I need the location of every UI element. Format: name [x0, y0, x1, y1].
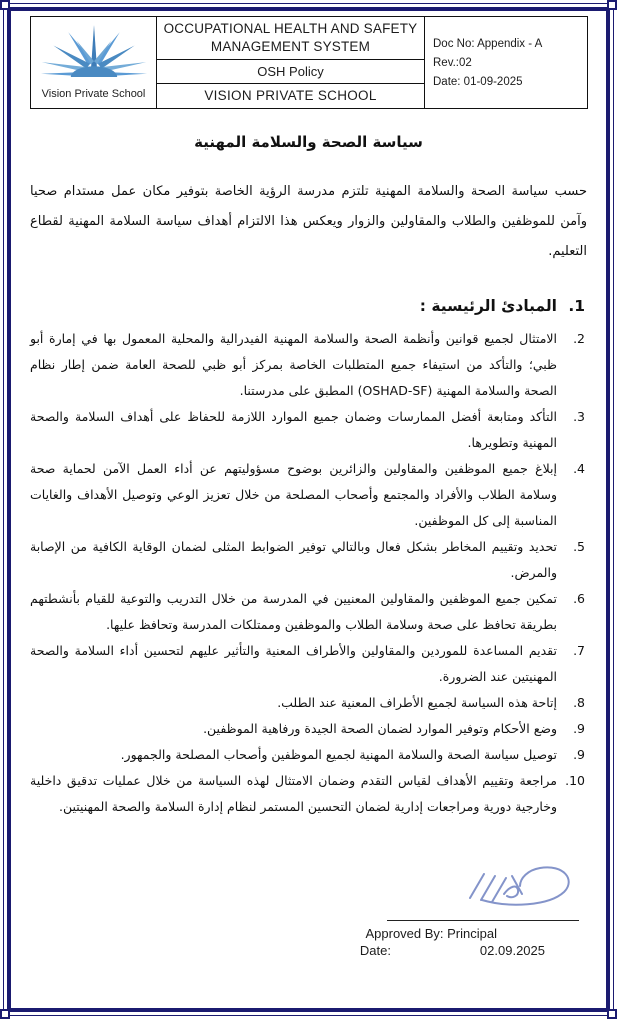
- list-item-number: 3.: [573, 409, 585, 424]
- list-item: [30, 326, 587, 404]
- list-item: [30, 690, 587, 716]
- list-item-text: الامتثال لجميع قوانين وأنظمة الصحة والسلامة المهنية الفيدرالية والمحلية المعمول بها في إمارة أبو ظبي؛ والتأكد من استيفاء جميع المتطلبات الخاصة بمركز أبو ظبي للصحة العامة ضمن إطار نظام الصحة والسلامة المهنية (OSHAD-SF) المطبق على مدرستنا.: [30, 331, 557, 398]
- policy-name: OSH Policy: [257, 64, 324, 79]
- list-item-number: 8.: [573, 695, 585, 710]
- doc-revision: Rev.:02: [433, 56, 472, 69]
- signature-line: [387, 920, 579, 921]
- list-item-number: 5.: [573, 539, 585, 554]
- list-item-number: 1.: [568, 297, 585, 315]
- list-item: [30, 586, 587, 638]
- list-item-text: التأكد ومتابعة أفضل الممارسات وضمان جميع الموارد اللازمة للحفاظ على أهداف السلامة والصحة المهنية وتطويرها.: [30, 409, 557, 450]
- list-item-number: 4.: [573, 461, 585, 476]
- border-corner-ornament: [607, 1009, 617, 1019]
- list-item-text: تحديد وتقييم المخاطر بشكل فعال وبالتالي توفير الضوابط المثلى لضمان الوقاية الكافية من الإصابة والمرض.: [30, 539, 557, 580]
- signature-scribble: [454, 854, 579, 918]
- list-item-text: توصيل سياسة الصحة والسلامة المهنية لجميع الموظفين وأصحاب المصلحة والجمهور.: [120, 747, 557, 762]
- policy-principles-list: [30, 293, 587, 820]
- list-item-number: 10.: [565, 773, 585, 788]
- list-item-number: 9.: [573, 721, 585, 736]
- logo-cell: [31, 17, 157, 109]
- intro-paragraph-arabic: حسب سياسة الصحة والسلامة المهنية تلتزم مدرسة الرؤية الخاصة بتوفير مكان عمل مستدام صحيا وآمن للموظفين والطلاب والمقاولين والزوار ويعكس هذا الالتزام أهداف سياسة السلامة المهنية لقطاع التعليم.: [30, 184, 587, 259]
- system-title: OCCUPATIONAL HEALTH AND SAFETY MANAGEMENT SYSTEM: [163, 21, 418, 54]
- doc-date: Date: 01-09-2025: [433, 75, 523, 88]
- list-item-number: 6.: [573, 591, 585, 606]
- list-item: [30, 534, 587, 586]
- list-item-number: 7.: [573, 643, 585, 658]
- list-item-number: 2.: [573, 331, 585, 346]
- approved-by-label: Approved By: Principal: [365, 926, 497, 941]
- policy-name-cell: [157, 60, 425, 84]
- list-item-text: تمكين جميع الموظفين والمقاولين المعنيين في المدرسة من خلال التدريب والتوعية للقيام بأنشطتهم بطريقة تحافظ على صحة وسلامة الطلاب والموظفين وممتلكات المدرسة وتحافظ عليها.: [30, 591, 557, 632]
- list-item-heading: [30, 293, 587, 319]
- list-item-number: 9.: [573, 747, 585, 762]
- list-item: [30, 456, 587, 534]
- approval-date-value: 02.09.2025: [479, 943, 545, 958]
- list-item: [30, 404, 587, 456]
- border-corner-ornament: [607, 0, 617, 10]
- list-item-text: وضع الأحكام وتوفير الموارد لضمان الصحة الجيدة ورفاهية الموظفين.: [203, 721, 557, 736]
- list-item-text: تقديم المساعدة للموردين والمقاولين والأطراف المعنية والتأثير عليهم لتحسين أداء السلامة والصحة المهنيتين عند الضرورة.: [30, 643, 557, 684]
- list-item-text: إتاحة هذه السياسة لجميع الأطراف المعنية عند الطلب.: [277, 695, 557, 710]
- approval-date-label: Date:: [359, 943, 391, 958]
- document-title-arabic: سياسة الصحة والسلامة المهنية: [194, 133, 423, 151]
- approval-footer: [30, 854, 587, 979]
- org-name-cell: [157, 84, 425, 109]
- border-corner-ornament: [0, 0, 10, 10]
- list-item: [30, 638, 587, 690]
- system-title-cell: [157, 17, 425, 60]
- doc-info-cell: [425, 17, 588, 109]
- list-item: [30, 716, 587, 742]
- doc-number: Doc No: Appendix - A: [433, 37, 543, 50]
- school-logo-sunburst-icon: [40, 69, 148, 86]
- list-item: [30, 742, 587, 768]
- list-item: [30, 768, 587, 820]
- org-name: VISION PRIVATE SCHOOL: [204, 88, 377, 103]
- document-header-table: [30, 16, 588, 109]
- list-item-text: إبلاغ جميع الموظفين والمقاولين والزائرين بوضوح مسؤوليتهم عن أداء العمل الآمن لحماية صحة وسلامة الطلاب والأفراد والمجتمع وأصحاب المصلحة من خلال تعزيز الوعي وتوصيل الأهداف والغايات المناسبة إلى كل الموظفين.: [30, 461, 557, 528]
- list-item-text: المبادئ الرئيسية :: [419, 297, 557, 315]
- border-corner-ornament: [0, 1009, 10, 1019]
- logo-label: Vision Private School: [41, 87, 146, 100]
- list-item-text: مراجعة وتقييم الأهداف لقياس التقدم وضمان الامتثال لهذه السياسة من خلال عمليات تدقيق داخلية وخارجية دورية ومراجعات إدارية لضمان التحسين المستمر لنظام إدارة السلامة والصحة المهنيتين.: [30, 773, 557, 814]
